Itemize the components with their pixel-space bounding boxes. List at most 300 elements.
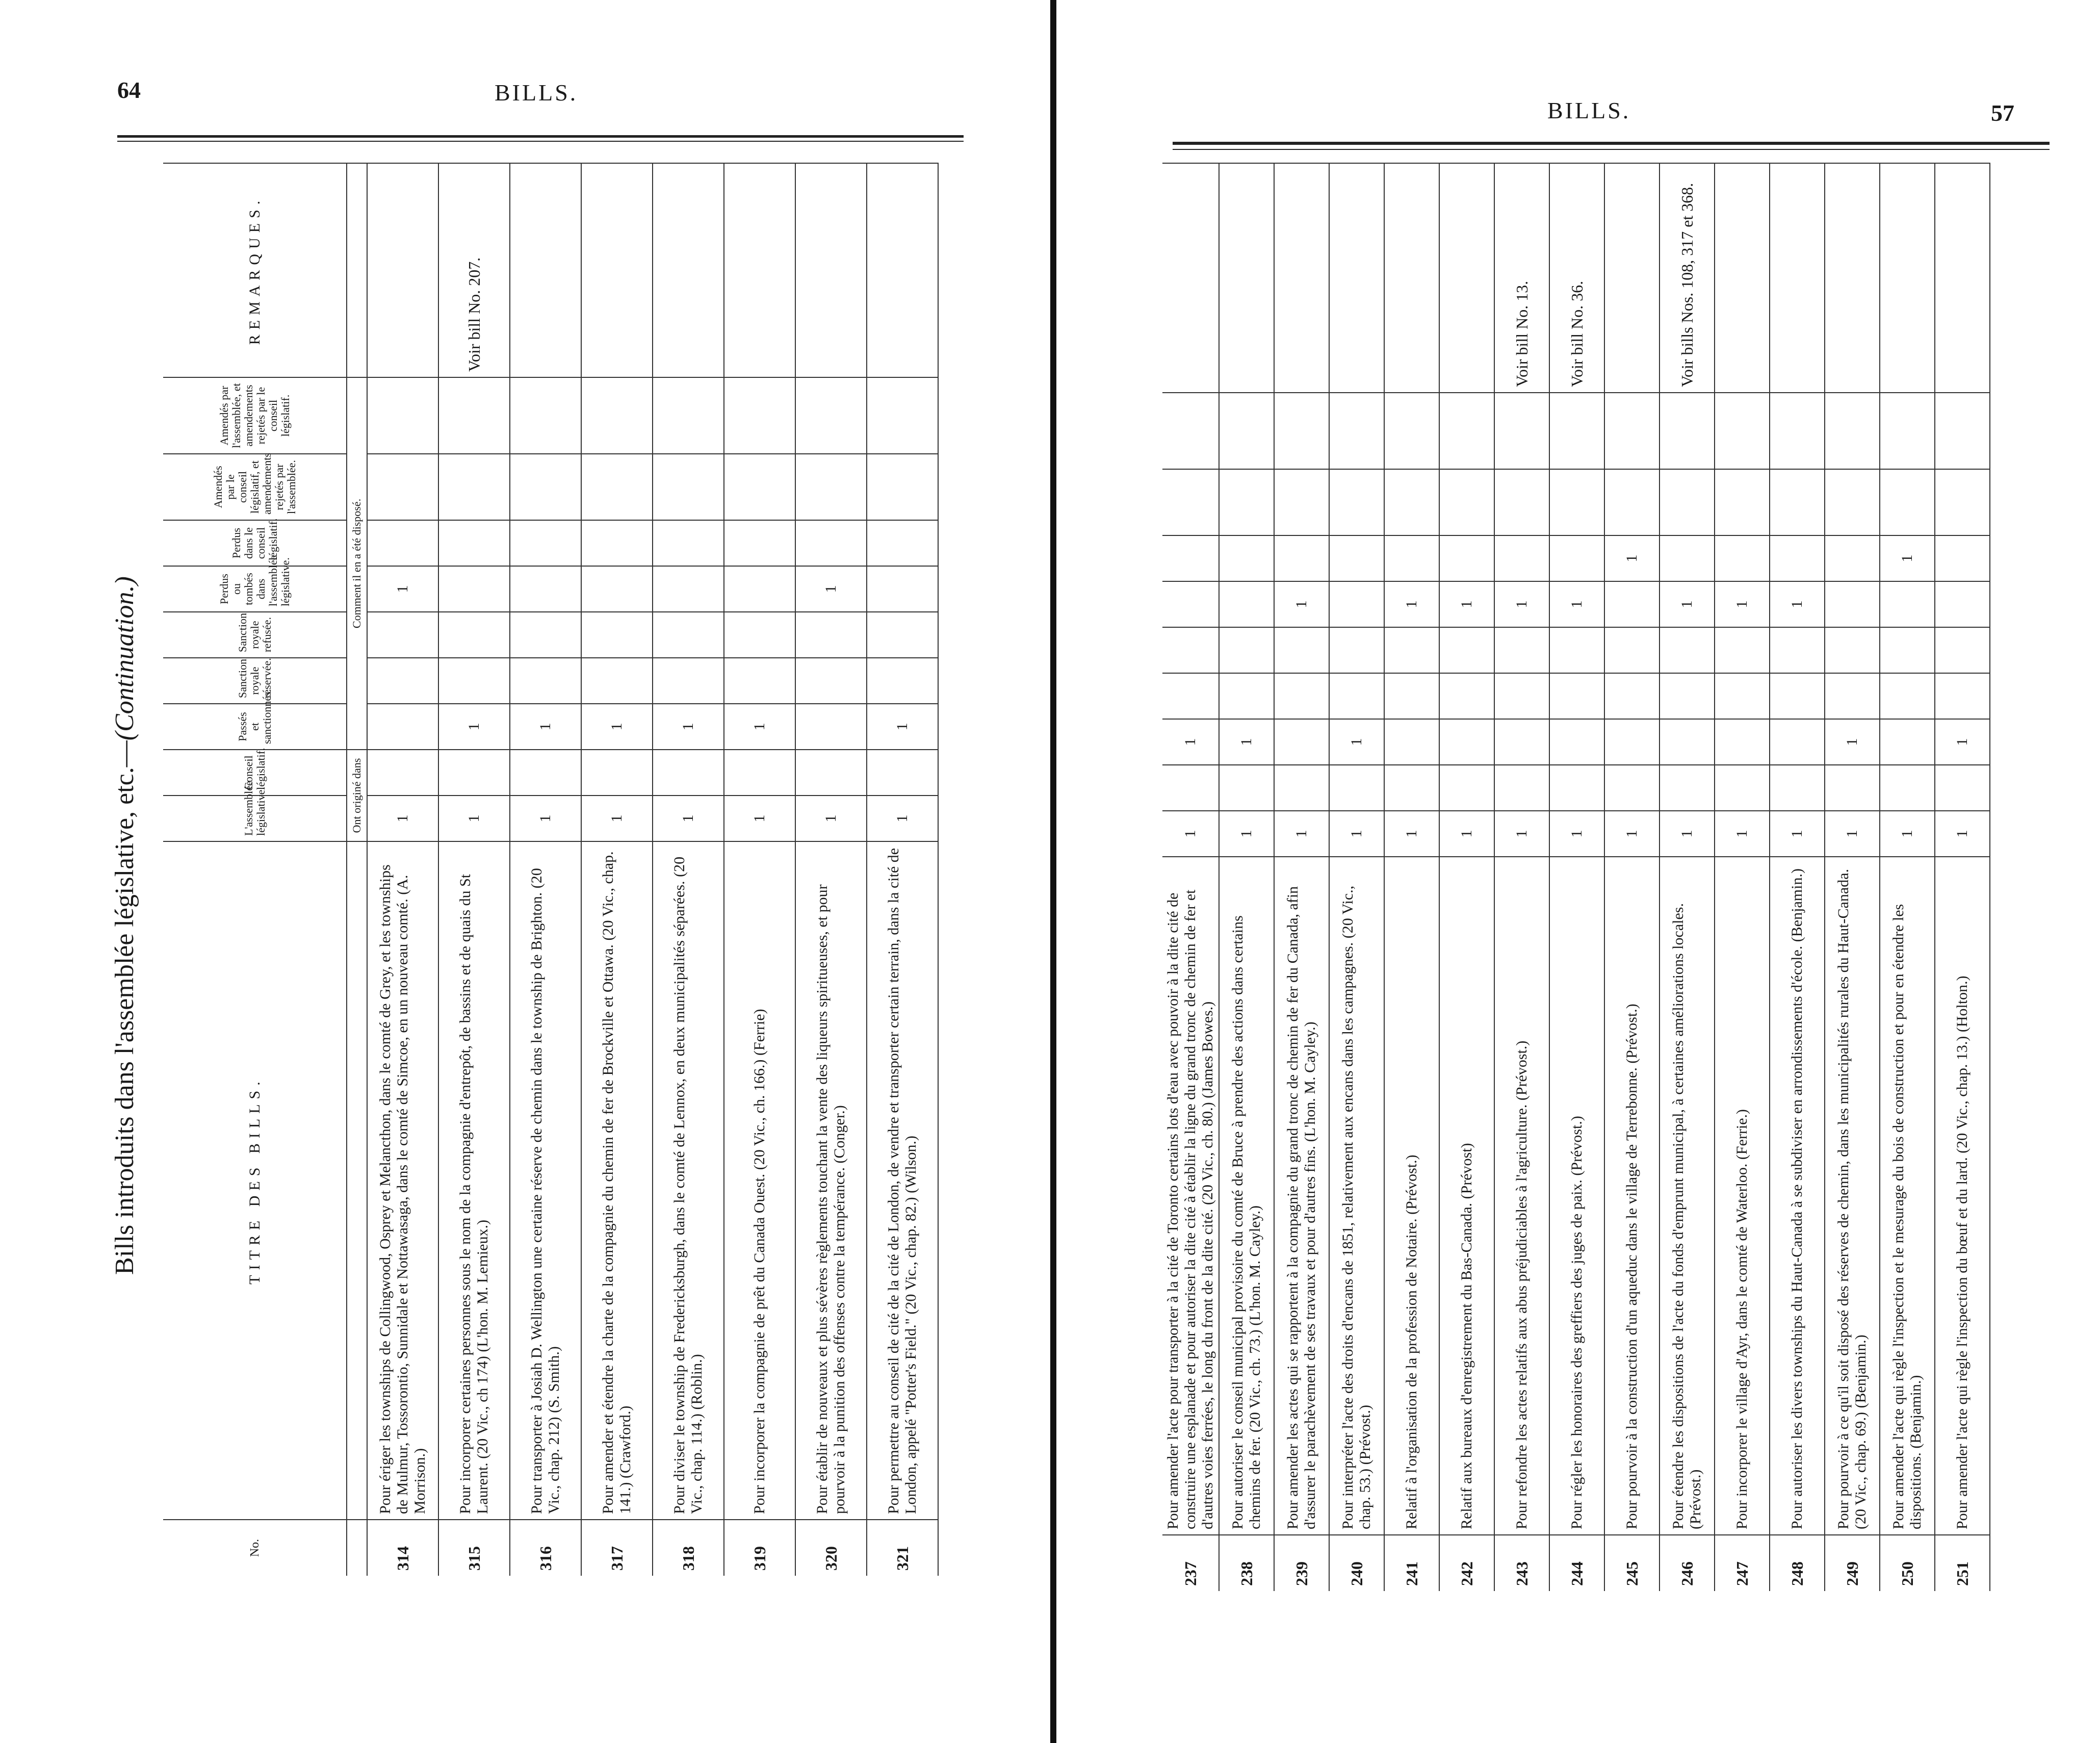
table-row [795,163,867,1576]
count-assembly: 1 [1880,811,1935,857]
count-assembly: 1 [367,796,438,841]
count-lost-council: 1 [1604,535,1660,581]
count-assembly: 1 [795,796,867,841]
count-lost-council [795,520,867,566]
count-reserved [1549,673,1604,719]
count-refused [1274,627,1329,673]
table-row [1494,163,1549,1591]
count-reserved [510,658,581,704]
bill-remarks [1880,163,1935,393]
count-lost-council [438,520,510,566]
count-passed: 1 [724,704,795,750]
bill-remarks [1439,163,1494,393]
count-passed [1494,719,1549,765]
count-lost-assembly: 1 [1549,581,1604,627]
bill-number: 246 [1660,1535,1715,1591]
bill-remarks [1935,163,1990,393]
count-amended-assembly [438,377,510,454]
table-row [1715,163,1770,1591]
count-lost-council [1219,535,1274,581]
page-gutter [1050,0,1056,1743]
count-reserved [1770,673,1825,719]
bill-number: 237 [1162,1535,1219,1591]
count-lost-assembly: 1 [795,566,867,612]
running-header: BILLS. [1547,97,1631,123]
bill-title: Pour permettre au conseil de cité de la cité de London, de vendre et transporter certain terrain, dans la cité de London, appelé "Potter's Field." (20 Vic., chap. 82.) (Wilson.) [867,841,938,1520]
bill-number: 321 [867,1520,938,1576]
bill-title: Pour régler les honoraires des greffiers des juges de paix. (Prévost.) [1549,857,1604,1535]
count-council [1935,765,1990,811]
bill-remarks [1274,163,1329,393]
count-assembly: 1 [1935,811,1990,857]
table-row [867,163,938,1576]
count-passed: 1 [1935,719,1990,765]
count-lost-assembly [867,566,938,612]
bill-remarks [867,163,938,377]
count-lost-assembly: 1 [1660,581,1715,627]
col-amended-assembly: Amendés par l'assemblée, et amendements rejetés par le conseil législatif. [163,377,347,454]
col-assembly: L'assemblée législative. [163,796,347,841]
count-assembly: 1 [581,796,653,841]
count-lost-council [1715,535,1770,581]
table-row [1660,163,1715,1591]
count-council [581,750,653,796]
count-amended-assembly [510,377,581,454]
count-reserved [581,658,653,704]
count-refused [1162,627,1219,673]
count-lost-council [510,520,581,566]
count-amended-council [1439,469,1494,535]
count-lost-assembly [438,566,510,612]
table-row [1935,163,1990,1591]
count-amended-council [367,454,438,520]
count-assembly: 1 [1274,811,1329,857]
table-row [1770,163,1825,1591]
table-row [724,163,795,1576]
page-number: 57 [1991,100,2014,126]
header-rule-thin [1173,149,2050,150]
count-amended-council [1219,469,1274,535]
count-refused [581,612,653,658]
count-council [1660,765,1715,811]
bills-table-left-wrap [163,163,958,1576]
count-lost-assembly: 1 [1439,581,1494,627]
count-amended-assembly [1329,393,1384,469]
count-reserved [1494,673,1549,719]
count-lost-assembly [1329,581,1384,627]
bill-remarks [653,163,724,377]
bill-title: Pour étendre les dispositions de l'acte du fonds d'emprunt municipal, à certaines améliorations locales. (Prévost.) [1660,857,1715,1535]
bill-title: Pour interpréter l'acte des droits d'encans de 1851, relativement aux encans dans les campagnes. (20 Vic., chap. 53.) (Prévost.) [1329,857,1384,1535]
count-council [724,750,795,796]
count-reserved [795,658,867,704]
table-row [1274,163,1329,1591]
count-amended-council [1329,469,1384,535]
bill-title: Pour incorporer le village d'Ayr, dans le comté de Waterloo. (Ferrie.) [1715,857,1770,1535]
bill-number: 239 [1274,1535,1329,1591]
page-number: 64 [117,77,141,103]
count-lost-council [1660,535,1715,581]
count-lost-council [653,520,724,566]
bill-title: Pour autoriser le conseil municipal provisoire du comté de Bruce à prendre des actions dans certains chemins de fer. (20 Vic., ch. 73.) (L'hon. M. Cayley.) [1219,857,1274,1535]
bill-title: Pour diviser le township de Fredericksburgh, dans le comté de Lennox, en deux municipalités séparées. (20 Vic., chap. 114.) (Roblin.) [653,841,724,1520]
count-amended-assembly [1660,393,1715,469]
table-row [581,163,653,1576]
count-amended-council [1715,469,1770,535]
count-refused [724,612,795,658]
count-lost-assembly: 1 [1770,581,1825,627]
bill-title: Pour amender l'acte qui règle l'inspection du bœuf et du lard. (20 Vic., chap. 13.) (Holton.) [1935,857,1990,1535]
col-passed: Passés et sanctionnés. [163,704,347,750]
count-reserved [367,658,438,704]
count-refused [1715,627,1770,673]
count-lost-council [1329,535,1384,581]
count-lost-assembly [1219,581,1274,627]
bill-number: 315 [438,1520,510,1576]
count-amended-assembly [724,377,795,454]
bill-title: Pour pourvoir à ce qu'il soit disposé des réserves de chemin, dans les municipalités rurales du Haut-Canada. (20 Vic., chap. 69.) (Benjamin.) [1825,857,1880,1535]
table-row [1880,163,1935,1591]
count-reserved [1274,673,1329,719]
count-refused [1825,627,1880,673]
bill-remarks: Voir bill No. 207. [438,163,510,377]
count-amended-council [1825,469,1880,535]
count-amended-council [438,454,510,520]
count-amended-council [653,454,724,520]
count-passed [1604,719,1660,765]
count-assembly: 1 [1162,811,1219,857]
count-council [1770,765,1825,811]
count-assembly: 1 [438,796,510,841]
table-row [1162,163,1219,1591]
col-no: No. [163,1520,347,1576]
count-council [1384,765,1439,811]
bill-number: 244 [1549,1535,1604,1591]
count-lost-council [581,520,653,566]
bill-remarks [1825,163,1880,393]
count-lost-council: 1 [1880,535,1935,581]
bill-title: Pour incorporer la compagnie de prêt du Canada Ouest. (20 Vic., ch. 166.) (Ferrie) [724,841,795,1520]
header-rule [1173,142,2050,145]
bill-remarks [724,163,795,377]
bill-title: Pour pourvoir à la construction d'un aqueduc dans le village de Terrebonne. (Prévost.) [1604,857,1660,1535]
bill-title: Relatif à l'organisation de la profession de Notaire. (Prévost.) [1384,857,1439,1535]
table-row [510,163,581,1576]
count-passed [1660,719,1715,765]
col-lost-assembly: Perdus ou tombés dans l'assemblée législative. [163,566,347,612]
count-lost-assembly: 1 [367,566,438,612]
count-refused [1219,627,1274,673]
bills-table [1162,163,1990,1591]
col-council: Conseil législatif. [163,750,347,796]
count-council [1439,765,1494,811]
count-passed: 1 [1219,719,1274,765]
count-assembly: 1 [1384,811,1439,857]
count-refused [795,612,867,658]
bill-remarks: Voir bill No. 36. [1549,163,1604,393]
bill-remarks [795,163,867,377]
count-lost-council [867,520,938,566]
bill-title: Pour refondre les actes relatifs aux abus préjudiciables à l'agriculture. (Prévost.) [1494,857,1549,1535]
count-amended-assembly [867,377,938,454]
bill-remarks [1219,163,1274,393]
count-council [1494,765,1549,811]
bill-number: 251 [1935,1535,1990,1591]
caption-continuation: (Continuation.) [110,576,139,741]
count-reserved [1604,673,1660,719]
count-lost-council [1439,535,1494,581]
running-header: BILLS. [495,80,578,106]
count-amended-council [581,454,653,520]
count-reserved [1660,673,1715,719]
right-page [1058,0,2100,1743]
col-title: TITRE DES BILLS. [163,841,347,1520]
count-amended-assembly [1770,393,1825,469]
count-reserved [1329,673,1384,719]
header-rule [117,135,964,138]
count-amended-assembly [1935,393,1990,469]
count-amended-council [1494,469,1549,535]
count-reserved [1880,673,1935,719]
count-council [1825,765,1880,811]
count-council [1604,765,1660,811]
bill-title: Relatif aux bureaux d'enregistrement du Bas-Canada. (Prévost) [1439,857,1494,1535]
count-council [1880,765,1935,811]
count-assembly: 1 [1439,811,1494,857]
count-lost-assembly [724,566,795,612]
bill-title: Pour autoriser les divers townships du Haut-Canada à se subdiviser en arrondissements d'école. (Benjamin.) [1770,857,1825,1535]
bill-remarks: Voir bill No. 13. [1494,163,1549,393]
count-amended-council [510,454,581,520]
count-assembly: 1 [867,796,938,841]
count-reserved [724,658,795,704]
bill-remarks [1329,163,1384,393]
count-amended-assembly [1439,393,1494,469]
bill-remarks [1162,163,1219,393]
table-row [653,163,724,1576]
col-refused: Sanction royale refusée. [163,612,347,658]
count-lost-assembly [1825,581,1880,627]
count-assembly: 1 [1715,811,1770,857]
count-passed: 1 [867,704,938,750]
count-passed: 1 [653,704,724,750]
count-reserved [653,658,724,704]
count-amended-assembly [653,377,724,454]
bill-title: Pour amender l'acte pour transporter à la cité de Toronto certains lots d'eau avec pouvoir à la dite cité de construire une esplanade et pour autoriser la dite cité à établir la ligne du grand tronc de chemin de fer et d'autres voies ferrées, le long du front de la dite cité. (20 Vic., ch. 80.) (James Bowes.) [1162,857,1219,1535]
count-passed [1549,719,1604,765]
bill-remarks [367,163,438,377]
bills-table-right-wrap [1162,163,2029,1591]
bill-number: 317 [581,1520,653,1576]
col-remarks: REMARQUES. [163,163,347,377]
table-row [1825,163,1880,1591]
bill-number: 242 [1439,1535,1494,1591]
count-assembly: 1 [1825,811,1880,857]
count-council [867,750,938,796]
bill-title: Pour amender l'acte qui règle l'inspection et le mesurage du bois de construction et pour en étendre les dispositions. (Benjamin.) [1880,857,1935,1535]
table-row [367,163,438,1576]
count-lost-council [1494,535,1549,581]
table-caption [110,576,140,1275]
bill-title: Pour amender et étendre la charte de la compagnie du chemin de fer de Brockville et Ottawa. (20 Vic., chap. 141.) (Crawford.) [581,841,653,1520]
count-refused [367,612,438,658]
count-refused [1770,627,1825,673]
count-passed [1880,719,1935,765]
count-council [1549,765,1604,811]
count-lost-assembly [653,566,724,612]
count-assembly: 1 [1604,811,1660,857]
caption-main: Bills introduits dans l'assemblée législative, etc.— [110,740,139,1275]
count-amended-council [724,454,795,520]
bill-number: 250 [1880,1535,1935,1591]
count-amended-assembly [1219,393,1274,469]
count-council [367,750,438,796]
count-amended-assembly [1549,393,1604,469]
bill-number: 238 [1219,1535,1274,1591]
count-lost-council [1274,535,1329,581]
count-reserved [1935,673,1990,719]
count-passed [367,704,438,750]
count-amended-assembly [1715,393,1770,469]
count-assembly: 1 [1219,811,1274,857]
count-refused [510,612,581,658]
count-amended-assembly [1880,393,1935,469]
count-amended-assembly [581,377,653,454]
count-passed [1384,719,1439,765]
count-reserved [1219,673,1274,719]
bill-number: 240 [1329,1535,1384,1591]
bill-number: 241 [1384,1535,1439,1591]
count-refused [653,612,724,658]
bill-number: 243 [1494,1535,1549,1591]
count-lost-council [1935,535,1990,581]
count-amended-assembly [367,377,438,454]
bill-number: 249 [1825,1535,1880,1591]
bill-remarks [581,163,653,377]
count-passed [1715,719,1770,765]
count-lost-assembly [1162,581,1219,627]
bill-number: 247 [1715,1535,1770,1591]
count-amended-assembly [1494,393,1549,469]
count-amended-assembly [1162,393,1219,469]
table-row [1219,163,1274,1591]
count-refused [1604,627,1660,673]
count-lost-council [1384,535,1439,581]
count-lost-assembly [1880,581,1935,627]
count-amended-council [1935,469,1990,535]
count-refused [438,612,510,658]
count-refused [1660,627,1715,673]
count-reserved [1384,673,1439,719]
count-amended-council [1549,469,1604,535]
bill-remarks [1770,163,1825,393]
count-lost-council [1825,535,1880,581]
bill-title: Pour incorporer certaines personnes sous le nom de la compagnie d'entrepôt, de bassins et de quais du St Laurent. (20 Vic., ch 174) (L'hon. M. Lemieux.) [438,841,510,1520]
count-amended-council [1604,469,1660,535]
count-lost-assembly: 1 [1494,581,1549,627]
count-lost-council [367,520,438,566]
bill-title: Pour ériger les townships de Collingwood, Osprey et Melancthon, dans le comté de Grey, et les townships de Mulmur, Tossorontio, Sunnidale et Nottawasaga, dans le comté de Simcoe, en un nouveau comté. (A. Morrison.) [367,841,438,1520]
count-council [1219,765,1274,811]
count-amended-assembly [1274,393,1329,469]
count-council [438,750,510,796]
bill-number: 314 [367,1520,438,1576]
bill-remarks [510,163,581,377]
count-passed: 1 [1825,719,1880,765]
count-council [1162,765,1219,811]
count-assembly: 1 [1770,811,1825,857]
count-council [1329,765,1384,811]
table-row [1329,163,1384,1591]
count-refused [867,612,938,658]
bill-number: 318 [653,1520,724,1576]
bill-remarks [1384,163,1439,393]
count-lost-assembly [510,566,581,612]
count-amended-council [1770,469,1825,535]
count-council [510,750,581,796]
table-row [1604,163,1660,1591]
count-lost-council [1770,535,1825,581]
count-passed: 1 [438,704,510,750]
table-row [1384,163,1439,1591]
group-status: Comment il en a été disposé. [347,377,367,750]
bill-remarks [1604,163,1660,393]
count-reserved [1162,673,1219,719]
count-amended-council [795,454,867,520]
bill-number: 316 [510,1520,581,1576]
count-amended-council [1162,469,1219,535]
count-amended-assembly [1825,393,1880,469]
bill-title: Pour transporter à Josiah D. Wellington une certaine réserve de chemin dans le township de Brighton. (20 Vic., chap. 212) (S. Smith.) [510,841,581,1520]
count-assembly: 1 [510,796,581,841]
count-council [795,750,867,796]
count-refused [1329,627,1384,673]
count-council [653,750,724,796]
bill-remarks: Voir bills Nos. 108, 317 et 368. [1660,163,1715,393]
bill-title: Pour amender les actes qui se rapportent à la compagnie du grand tronc de chemin de fer du Canada, afin d'assurer le parachèvement de ses travaux et pour d'autres fins. (L'hon. M. Cayley.) [1274,857,1329,1535]
count-lost-council [724,520,795,566]
count-reserved [1439,673,1494,719]
count-amended-council [1384,469,1439,535]
col-reserved: Sanction royale réservée. [163,658,347,704]
count-amended-council [867,454,938,520]
count-refused [1494,627,1549,673]
bills-table [163,163,939,1576]
count-passed [1439,719,1494,765]
count-amended-assembly [795,377,867,454]
count-reserved [867,658,938,704]
bill-number: 248 [1770,1535,1825,1591]
table-row [1439,163,1494,1591]
count-lost-assembly [581,566,653,612]
table-row [438,163,510,1576]
count-assembly: 1 [1329,811,1384,857]
count-council [1715,765,1770,811]
count-refused [1935,627,1990,673]
count-lost-council [1162,535,1219,581]
group-origin: Ont originé dans [347,750,367,841]
count-lost-council [1549,535,1604,581]
count-assembly: 1 [1494,811,1549,857]
count-passed: 1 [510,704,581,750]
count-passed [1770,719,1825,765]
count-passed: 1 [581,704,653,750]
count-refused [1384,627,1439,673]
count-assembly: 1 [653,796,724,841]
count-refused [1439,627,1494,673]
bill-title: Pour établir de nouveaux et plus sévères règlements touchant la vente des liqueurs spiritueuses, et pour pourvoir à la punition des offenses contre la tempérance. (Conger.) [795,841,867,1520]
count-amended-council [1880,469,1935,535]
